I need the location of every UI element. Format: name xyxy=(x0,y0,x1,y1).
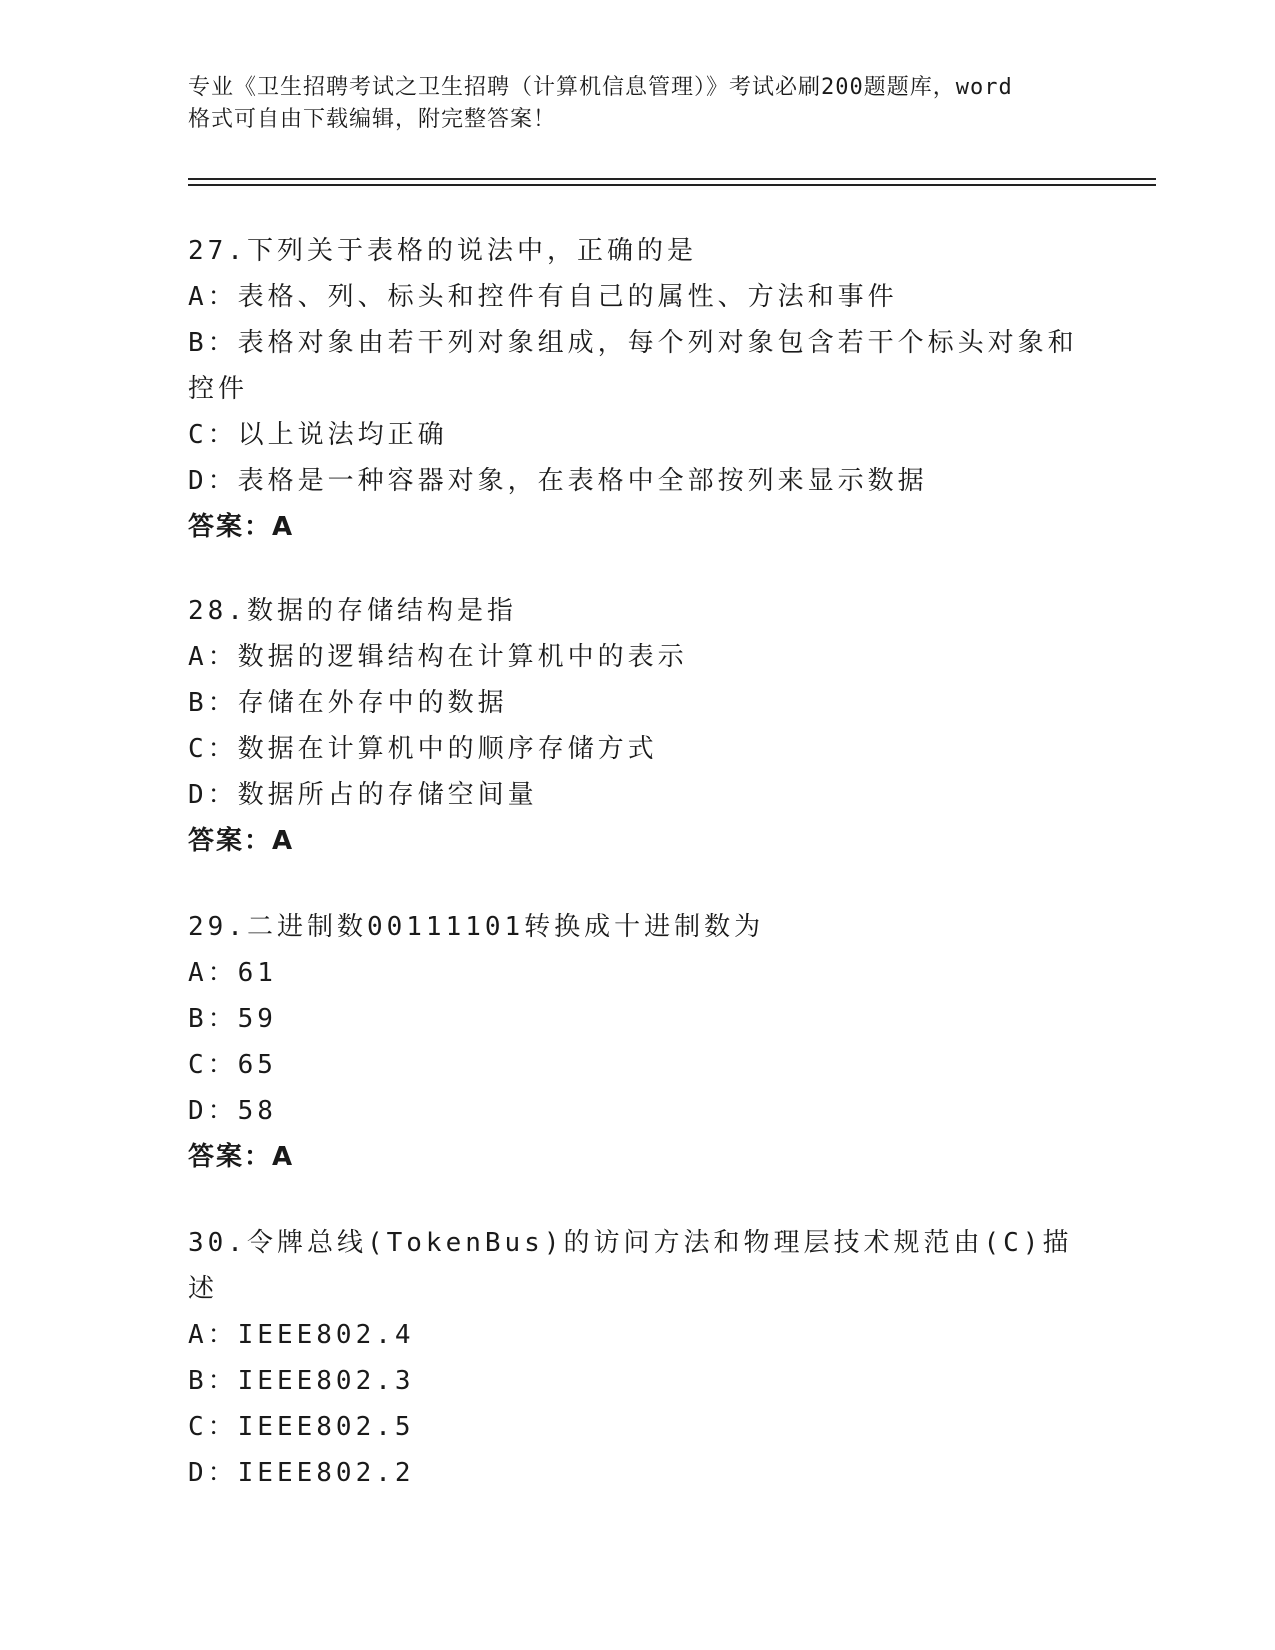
option-b xyxy=(188,1358,1088,1404)
option-label: C： xyxy=(188,420,238,450)
question-stem: 27.下列关于表格的说法中，正确的是 xyxy=(188,236,697,266)
question-stem: 29.二进制数00111101转换成十进制数为 xyxy=(188,912,765,942)
option-b xyxy=(188,320,1088,412)
option-a xyxy=(188,950,1088,996)
question-stem: 28.数据的存储结构是指 xyxy=(188,596,517,626)
option-label: C： xyxy=(188,1412,238,1442)
option-d xyxy=(188,1088,1088,1134)
option-label: B： xyxy=(188,688,238,718)
option-b xyxy=(188,680,1088,726)
option-text: 59 xyxy=(237,1004,277,1034)
option-label: A： xyxy=(188,1320,238,1350)
header-line-1: 专业《卫生招聘考试之卫生招聘（计算机信息管理）》考试必刷200题题库，word xyxy=(188,75,1013,100)
option-text: 数据所占的存储空间量 xyxy=(237,780,538,810)
option-d xyxy=(188,458,1088,504)
option-label: A： xyxy=(188,642,238,672)
answer-label: 答案：A xyxy=(188,826,295,856)
option-label: D： xyxy=(188,466,238,496)
option-text: 以上说法均正确 xyxy=(237,420,448,450)
option-text: IEEE802.5 xyxy=(237,1412,415,1442)
question-28 xyxy=(188,588,1088,864)
option-a xyxy=(188,634,1088,680)
option-c xyxy=(188,726,1088,772)
option-text: IEEE802.4 xyxy=(237,1320,415,1350)
option-label: B： xyxy=(188,328,238,358)
option-text: 61 xyxy=(237,958,277,988)
option-text: 数据在计算机中的顺序存储方式 xyxy=(237,734,658,764)
answer-label: 答案：A xyxy=(188,512,295,542)
option-label: C： xyxy=(188,1050,238,1080)
option-text: 表格是一种容器对象，在表格中全部按列来显示数据 xyxy=(237,466,928,496)
option-label: B： xyxy=(188,1366,238,1396)
option-label: A： xyxy=(188,282,238,312)
header-divider-bottom xyxy=(188,184,1156,186)
document-header xyxy=(188,72,1088,136)
option-label: A： xyxy=(188,958,238,988)
option-text: 65 xyxy=(237,1050,277,1080)
header-line-2: 格式可自由下载编辑，附完整答案！ xyxy=(188,107,557,132)
question-29 xyxy=(188,904,1088,1180)
option-text: IEEE802.2 xyxy=(237,1458,415,1488)
option-a xyxy=(188,1312,1088,1358)
option-d xyxy=(188,772,1088,818)
option-text: 数据的逻辑结构在计算机中的表示 xyxy=(237,642,688,672)
option-a xyxy=(188,274,1088,320)
header-divider-top xyxy=(188,178,1156,180)
question-stem: 30.令牌总线(TokenBus)的访问方法和物理层技术规范由(C)描述 xyxy=(188,1228,1073,1304)
option-c xyxy=(188,1404,1088,1450)
option-label: D： xyxy=(188,780,238,810)
option-text: 表格对象由若干列对象组成，每个列对象包含若干个标头对象和控件 xyxy=(188,328,1078,404)
option-label: B： xyxy=(188,1004,238,1034)
option-text: IEEE802.3 xyxy=(237,1366,415,1396)
option-text: 58 xyxy=(237,1096,277,1126)
option-label: D： xyxy=(188,1096,238,1126)
option-label: D： xyxy=(188,1458,238,1488)
answer-label: 答案：A xyxy=(188,1142,295,1172)
option-text: 存储在外存中的数据 xyxy=(237,688,508,718)
option-d xyxy=(188,1450,1088,1496)
option-text: 表格、列、标头和控件有自己的属性、方法和事件 xyxy=(237,282,898,312)
option-c xyxy=(188,1042,1088,1088)
option-label: C： xyxy=(188,734,238,764)
question-27 xyxy=(188,228,1088,550)
option-b xyxy=(188,996,1088,1042)
question-30 xyxy=(188,1220,1088,1496)
option-c xyxy=(188,412,1088,458)
